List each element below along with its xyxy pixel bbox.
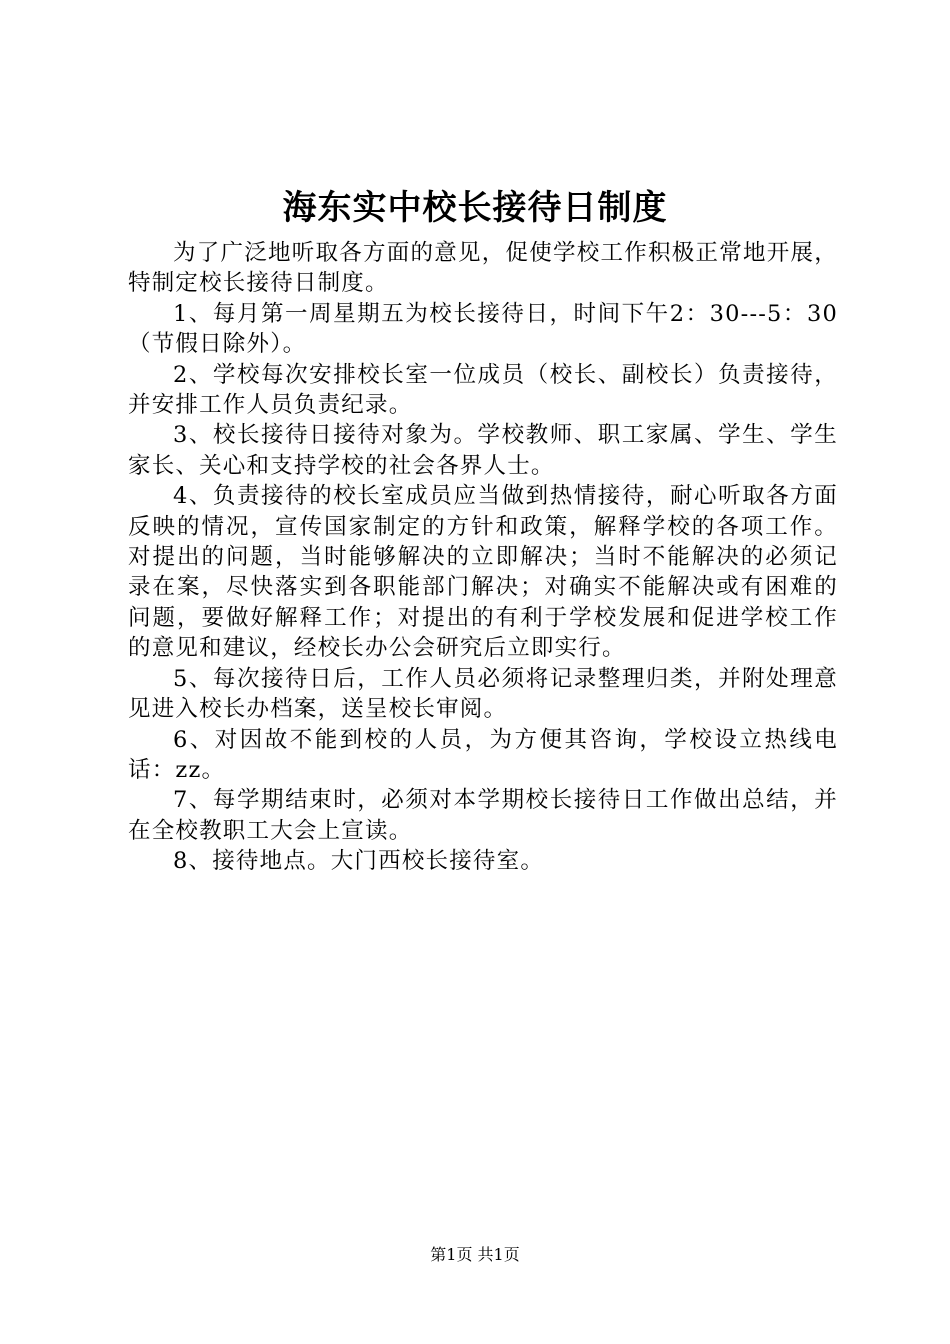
document-body	[128, 238, 838, 877]
paragraph-item-2: 2、学校每次安排校长室一位成员（校长、副校长）负责接待，并安排工作人员负责纪录。	[128, 361, 838, 419]
paragraph-item-6: 6、对因故不能到校的人员，为方便其咨询，学校设立热线电话：zz。	[128, 726, 838, 783]
page-footer: 第1页 共1页	[430, 1245, 520, 1264]
paragraph-item-5: 5、每次接待日后，工作人员必须将记录整理归类，并附处理意见进入校长办档案，送呈校长审阅。	[128, 665, 838, 723]
paragraph-item-7: 7、每学期结束时，必须对本学期校长接待日工作做出总结，并在全校教职工大会上宣读。	[128, 787, 838, 844]
paragraph-intro: 为了广泛地听取各方面的意见，促使学校工作积极正常地开展，特制定校长接待日制度。	[128, 240, 838, 297]
paragraph-item-1: 1、每月第一周星期五为校长接待日，时间下午2：30---5：30（节假日除外）。	[128, 300, 838, 358]
document-title: 海东实中校长接待日制度	[282, 188, 668, 228]
paragraph-item-4: 4、负责接待的校长室成员应当做到热情接待，耐心听取各方面反映的情况，宣传国家制定的方针和政策，解释学校的各项工作。对提出的问题，当时能够解决的立即解决；当时不能解决的必须记录在案，尽快落实到各职能部门解决；对确实不能解决或有困难的问题，要做好解释工作；对提出的有利于学校发展和促进学校工作的意见和建议，经校长办公会研究后立即实行。	[128, 483, 838, 662]
paragraph-item-3: 3、校长接待日接待对象为。学校教师、职工家属、学生、学生家长、关心和支持学校的社会各界人士。	[128, 422, 838, 479]
paragraph-item-8: 8、接待地点。大门西校长接待室。	[173, 848, 545, 875]
